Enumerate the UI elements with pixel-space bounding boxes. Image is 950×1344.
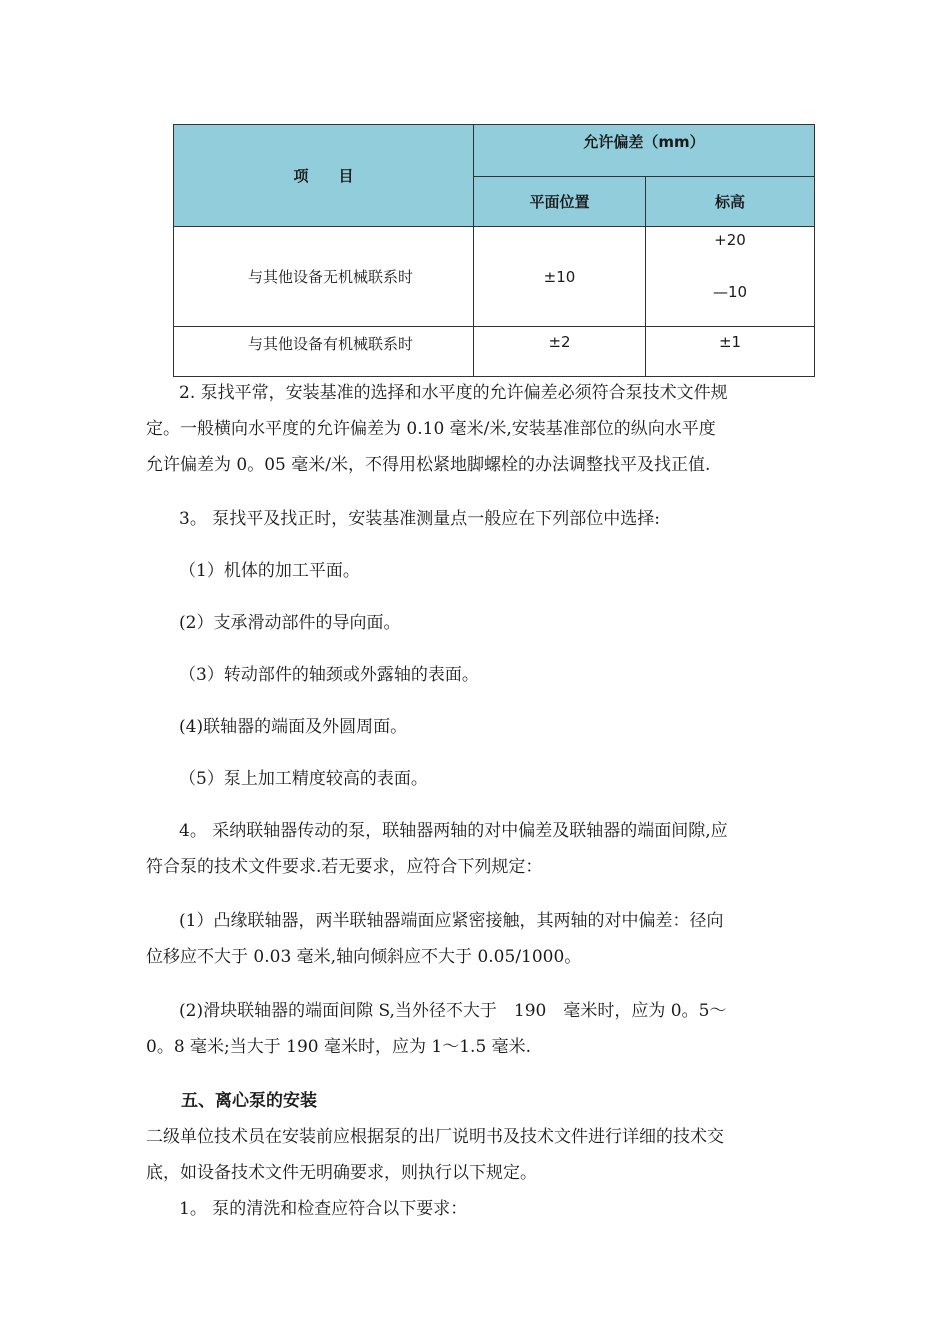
paragraph-2-line2: 定。一般横向水平度的允许偏差为 0.10 毫米/米,安装基准部位的纵向水平度 xyxy=(146,419,716,439)
row-elevation-value xyxy=(646,227,815,327)
list-item-1: （1）机体的加工平面。 xyxy=(179,561,360,581)
paragraph-6: 1。 泵的清洗和检查应符合以下要求： xyxy=(179,1199,468,1219)
paragraph-4-line1: 4。 采纳联轴器传动的泵，联轴器两轴的对中偏差及联轴器的端面间隙,应 xyxy=(179,821,728,841)
paragraph-4-line2: 符合泵的技术文件要求.若无要求，应符合下列规定： xyxy=(146,857,543,877)
sub-item-1-line1: (1）凸缘联轴器，两半联轴器端面应紧密接触，其两轴的对中偏差：径向 xyxy=(179,911,724,931)
header-plane-position: 平面位置 xyxy=(474,177,646,227)
header-elevation: 标高 xyxy=(646,177,815,227)
list-item-2: (2）支承滑动部件的导向面。 xyxy=(179,613,401,633)
row-plane-value: ±10 xyxy=(474,227,646,327)
paragraph-3: 3。 泵找平及找正时，安装基准测量点一般应在下列部位中选择: xyxy=(179,509,660,529)
header-item: 项 目 xyxy=(174,125,474,227)
section-title: 五、离心泵的安装 xyxy=(181,1091,317,1111)
sub-item-2-line2: 0。8 毫米;当大于 190 毫米时，应为 1～1.5 毫米. xyxy=(146,1037,532,1057)
paragraph-5-line2: 底，如设备技术文件无明确要求，则执行以下规定。 xyxy=(146,1163,537,1183)
paragraph-2-line3: 允许偏差为 0。05 毫米/米，不得用松紧地脚螺栓的办法调整找平及找正值. xyxy=(146,455,711,475)
tolerance-table xyxy=(173,124,815,377)
list-item-4: (4)联轴器的端面及外圆周面。 xyxy=(179,717,408,737)
list-item-5: （5）泵上加工精度较高的表面。 xyxy=(179,769,428,789)
paragraph-2-line1: 2. 泵找平常，安装基准的选择和水平度的允许偏差必须符合泵技术文件规 xyxy=(179,383,728,403)
header-allowed-deviation: 允许偏差（mm） xyxy=(474,125,815,177)
elevation-lower: —10 xyxy=(712,283,748,301)
row-label: 与其他设备有机械联系时 xyxy=(174,327,474,377)
table-row xyxy=(174,327,815,377)
paragraph-5-line1: 二级单位技术员在安装前应根据泵的出厂说明书及技术文件进行详细的技术交 xyxy=(146,1127,724,1147)
table-row xyxy=(174,227,815,327)
row-elevation-value: ±1 xyxy=(646,327,815,377)
list-item-3: （3）转动部件的轴颈或外露轴的表面。 xyxy=(179,665,479,685)
sub-item-1-line2: 位移应不大于 0.03 毫米,轴向倾斜应不大于 0.05/1000。 xyxy=(146,947,582,967)
row-plane-value: ±2 xyxy=(474,327,646,377)
row-label: 与其他设备无机械联系时 xyxy=(174,227,474,327)
sub-item-2-line1: (2)滑块联轴器的端面间隙 S,当外径不大于 190 毫米时，应为 0。5～ xyxy=(179,1001,727,1021)
elevation-upper: +20 xyxy=(714,231,746,249)
